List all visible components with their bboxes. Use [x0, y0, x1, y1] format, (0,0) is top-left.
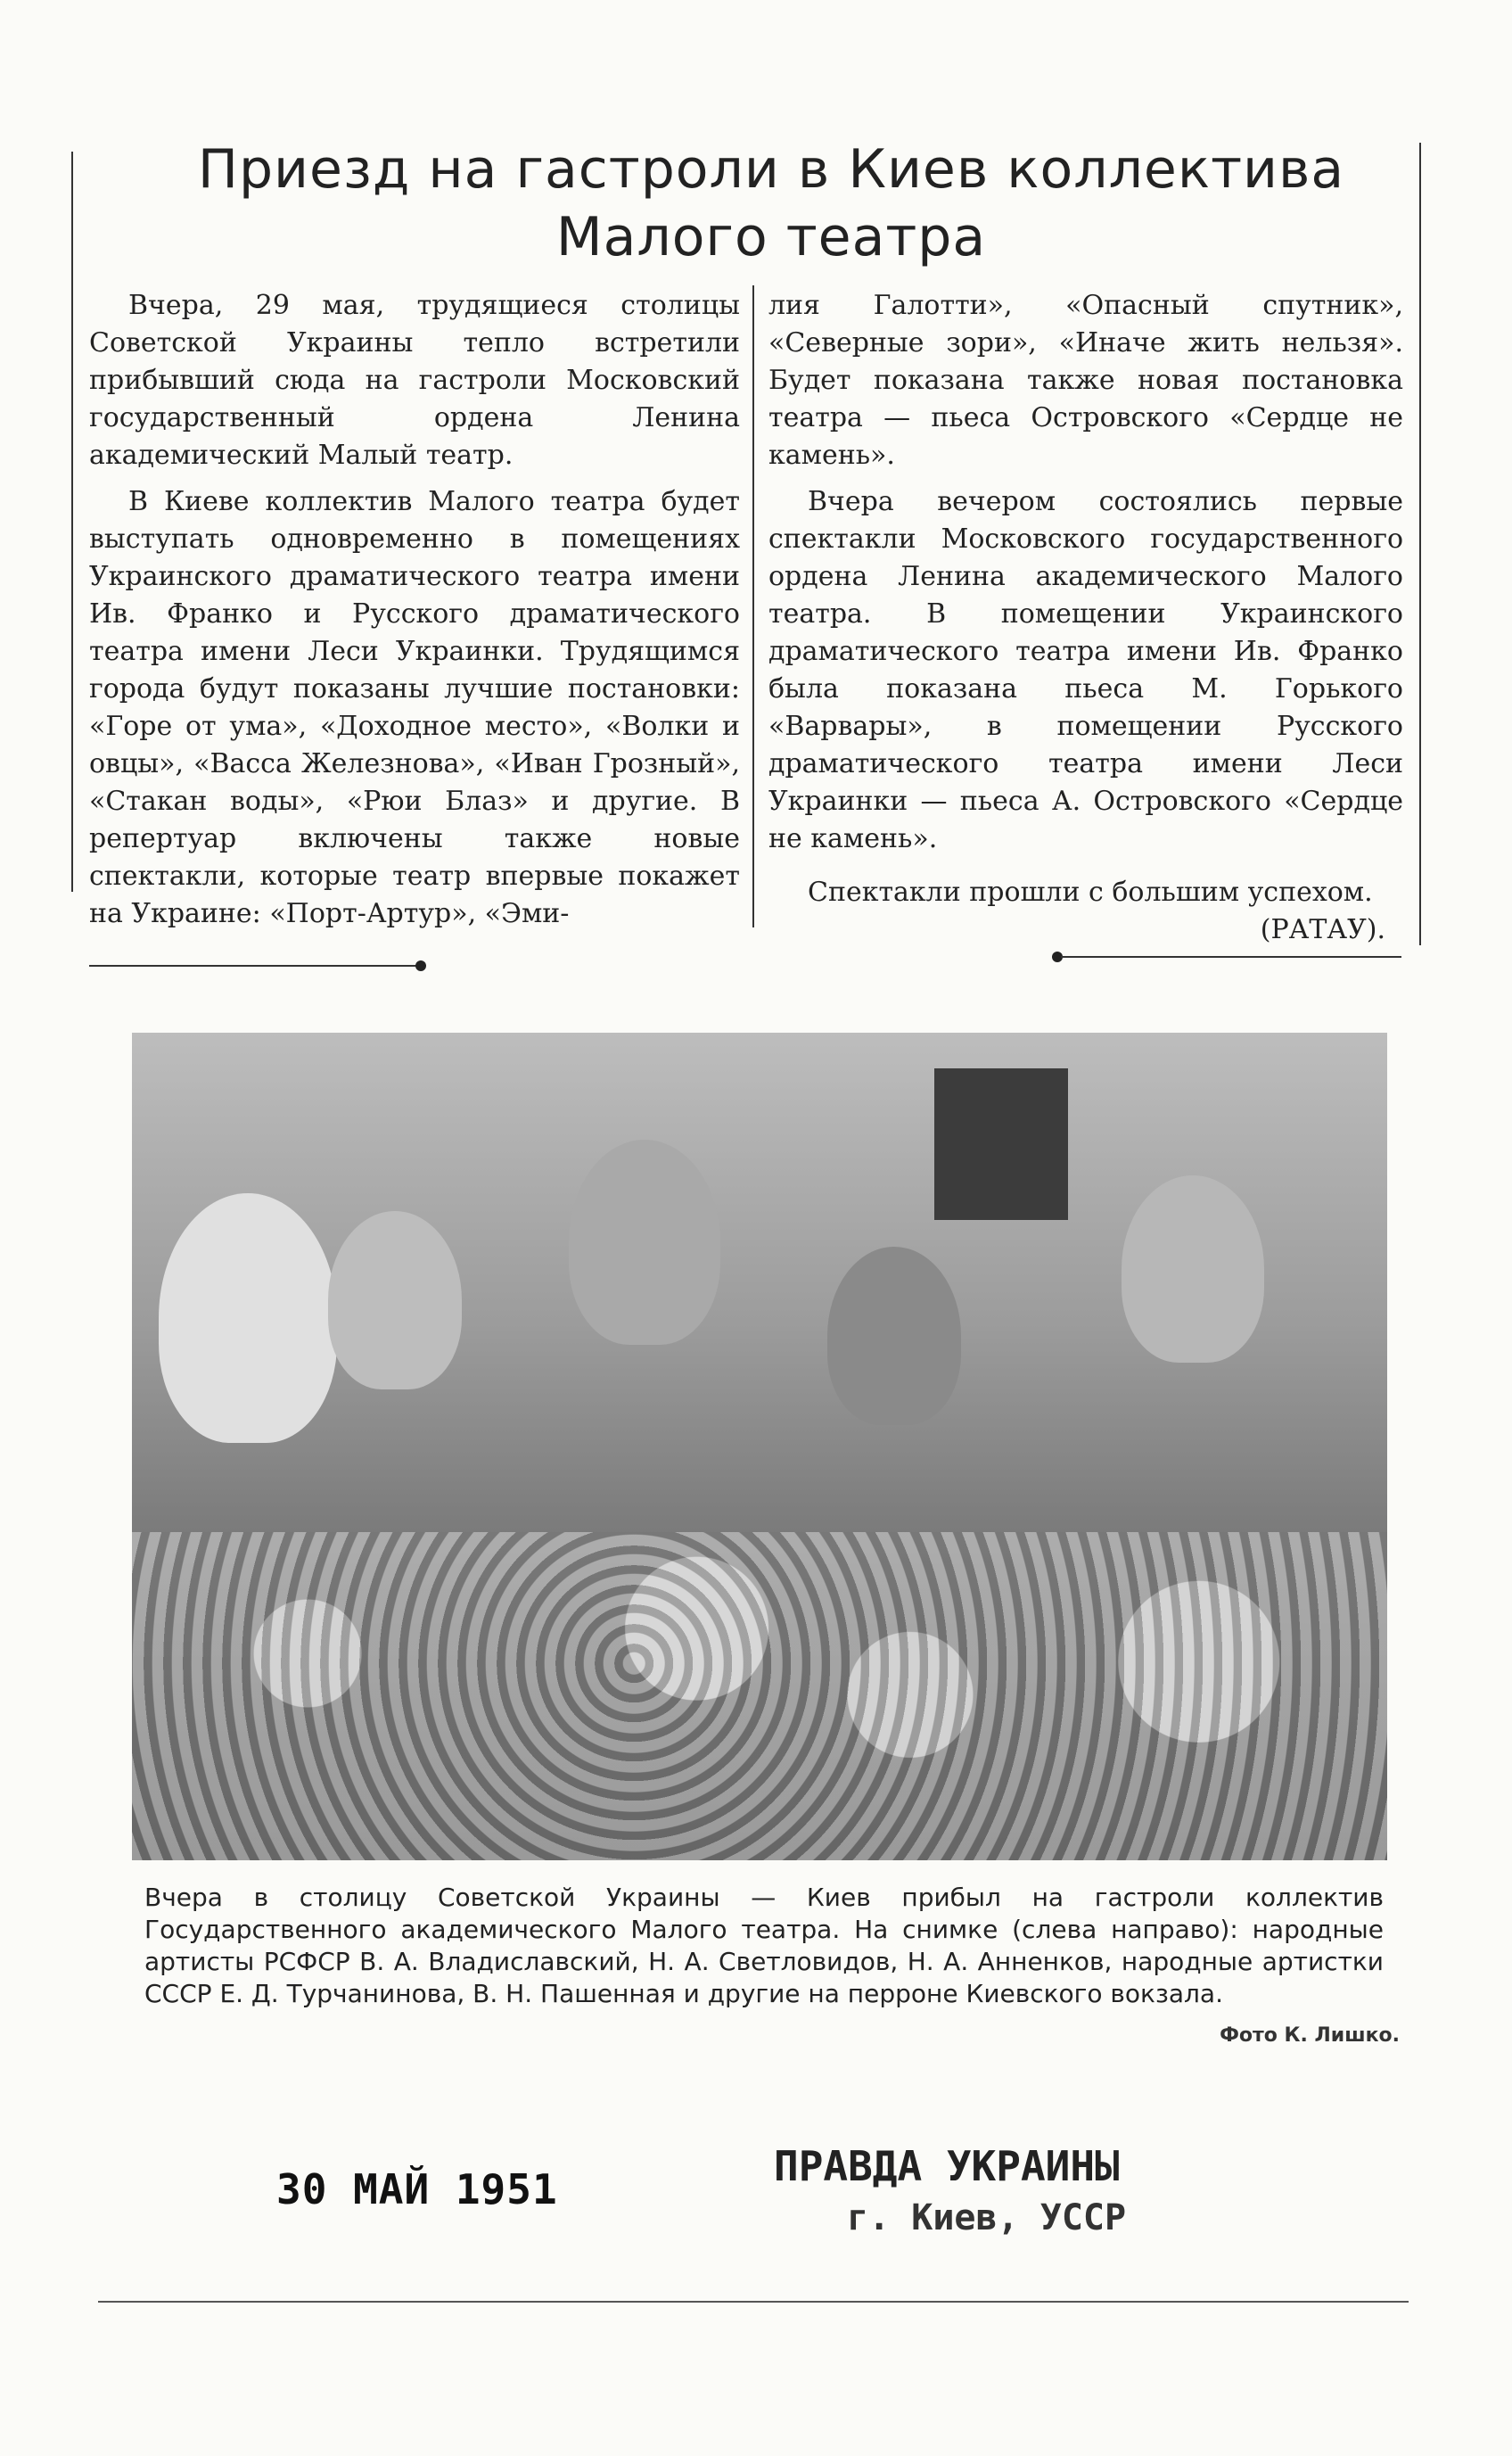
separator-left	[89, 965, 419, 967]
bottom-rule	[98, 2301, 1409, 2303]
date-stamp: 30 МАЙ 1951	[276, 2165, 558, 2213]
right-paragraph-1: лия Галотти», «Опасный спутник», «Северные зори», «Иначе жить нельзя». Будет показана также новая постановка театра — пьеса Островского «Сердце не камень».	[768, 290, 1403, 471]
left-column	[89, 287, 740, 933]
photo-figure	[328, 1211, 462, 1389]
left-paragraph-1: Вчера, 29 мая, трудящиеся столицы Советской Украины тепло встретили прибывший сюда на гастроли Московский государственный ордена Ленина академический Малый театр.	[89, 290, 740, 471]
left-paragraph-2: В Киеве коллектив Малого театра будет выступать одновременно в помещениях Украинского драматического театра имени Ив. Франко и Русского драматического театра имени Леси Украинки. Трудящимся города будут показаны лучшие постановки: «Горе от ума», «Доходное место», «Волки и овцы», «Васса Железнова», «Иван Грозный», «Стакан воды», «Рюи Блаз» и другие. В репертуар включены также новые спектакли, которые театр впервые покажет на Украине: «Порт-Артур», «Эми-	[89, 486, 740, 929]
photo-credit: Фото К. Лишко.	[1220, 2024, 1400, 2047]
photo-figure	[159, 1193, 337, 1443]
newspaper-stamp: ПРАВДА УКРАИНЫ	[774, 2142, 1120, 2190]
photo-figure	[569, 1140, 720, 1345]
news-photo	[132, 1033, 1387, 1860]
right-column	[768, 287, 1403, 949]
city-stamp: г. Киев, УССР	[847, 2197, 1127, 2238]
separator-left-dot	[415, 960, 426, 971]
right-paragraph-3: Спектакли прошли с большим успехом.	[808, 877, 1373, 908]
photo-figure	[1122, 1175, 1264, 1363]
photo-window	[934, 1068, 1068, 1220]
agency-credit: (РАТАУ).	[1260, 914, 1385, 945]
right-paragraph-2: Вчера вечером состоялись первые спектакли Московского государственного ордена Ленина академического Малого театра. В помещении Украинского драматического театра имени Ив. Франко была показана пьеса М. Горького «Варвары», в помещении Русского драматического театра имени Леси Украинки — пьеса А. Островского «Сердце не камень».	[768, 486, 1403, 854]
title-line-1: Приезд на гастроли в Киев коллектива	[197, 138, 1345, 201]
article-title	[116, 136, 1426, 271]
title-line-2: Малого театра	[555, 206, 987, 268]
column-divider	[752, 285, 754, 927]
photo-caption: Вчера в столицу Советской Украины — Киев прибыл на гастроли коллектив Государственного академического Малого театра. На снимке (слева направо): народные артисты РСФСР В. А. Владиславский, Н. А. Светловидов, Н. А. Анненков, народные артистки СССР Е. Д. Турчанинова, В. Н. Пашенная и другие на перроне Киевского вокзала.	[144, 1883, 1384, 2008]
photo-flowers	[132, 1532, 1387, 1860]
separator-right	[1061, 956, 1401, 958]
photo-figure	[827, 1247, 961, 1425]
left-border-line	[71, 152, 73, 892]
